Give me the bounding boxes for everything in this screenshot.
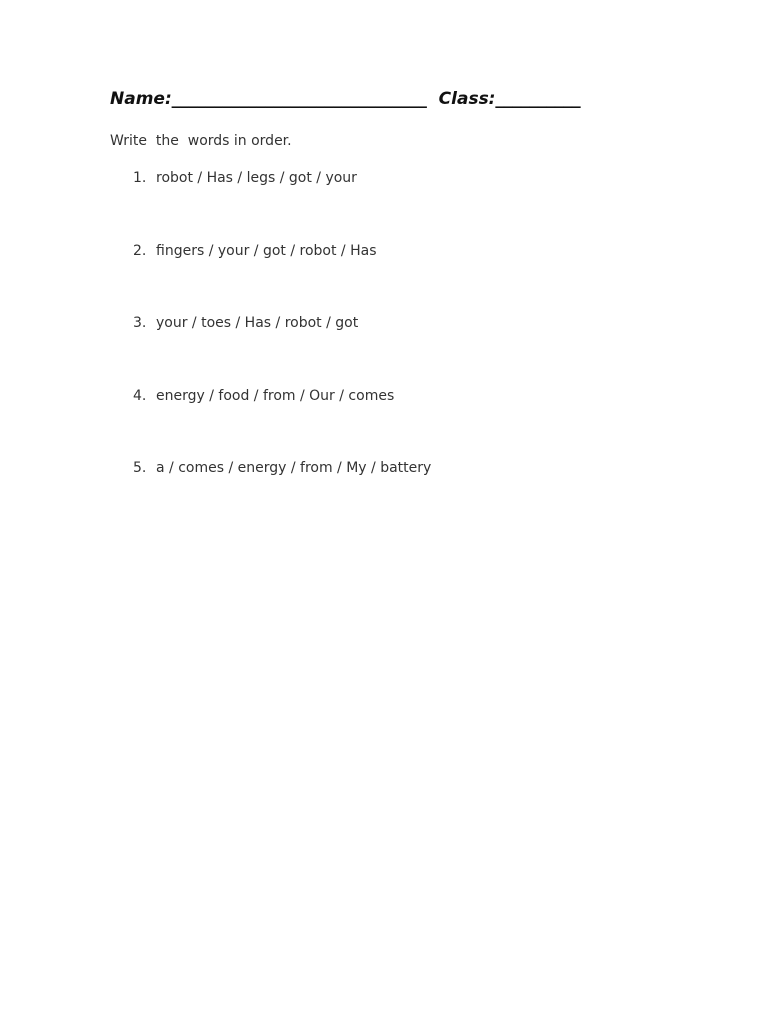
exercise-item — [133, 243, 431, 316]
exercise-item — [133, 460, 431, 533]
class-blank-line: __________ — [495, 89, 581, 109]
exercise-number: 3. — [133, 315, 147, 331]
exercise-number: 5. — [133, 460, 147, 476]
exercise-item — [133, 388, 431, 461]
exercise-number: 4. — [133, 387, 147, 404]
instructions-text: Write the words in order. — [110, 133, 292, 149]
class-label: Class: — [438, 89, 496, 109]
exercise-words: a / comes / energy / from / My / battery — [156, 460, 432, 476]
exercise-words: energy / food / from / Our / comes — [156, 387, 395, 404]
exercise-list — [133, 170, 431, 533]
exercise-number: 2. — [133, 242, 147, 259]
exercise-words: robot / Has / legs / got / your — [156, 170, 357, 186]
name-label: Name: — [110, 89, 172, 109]
name-blank-line: ______________________________ — [171, 89, 427, 109]
exercise-words: your / toes / Has / robot / got — [156, 315, 359, 331]
exercise-words: fingers / your / got / robot / Has — [156, 242, 377, 259]
exercise-number: 1. — [133, 170, 147, 186]
worksheet-header — [110, 89, 580, 109]
exercise-item — [133, 315, 431, 388]
exercise-item — [133, 170, 431, 243]
